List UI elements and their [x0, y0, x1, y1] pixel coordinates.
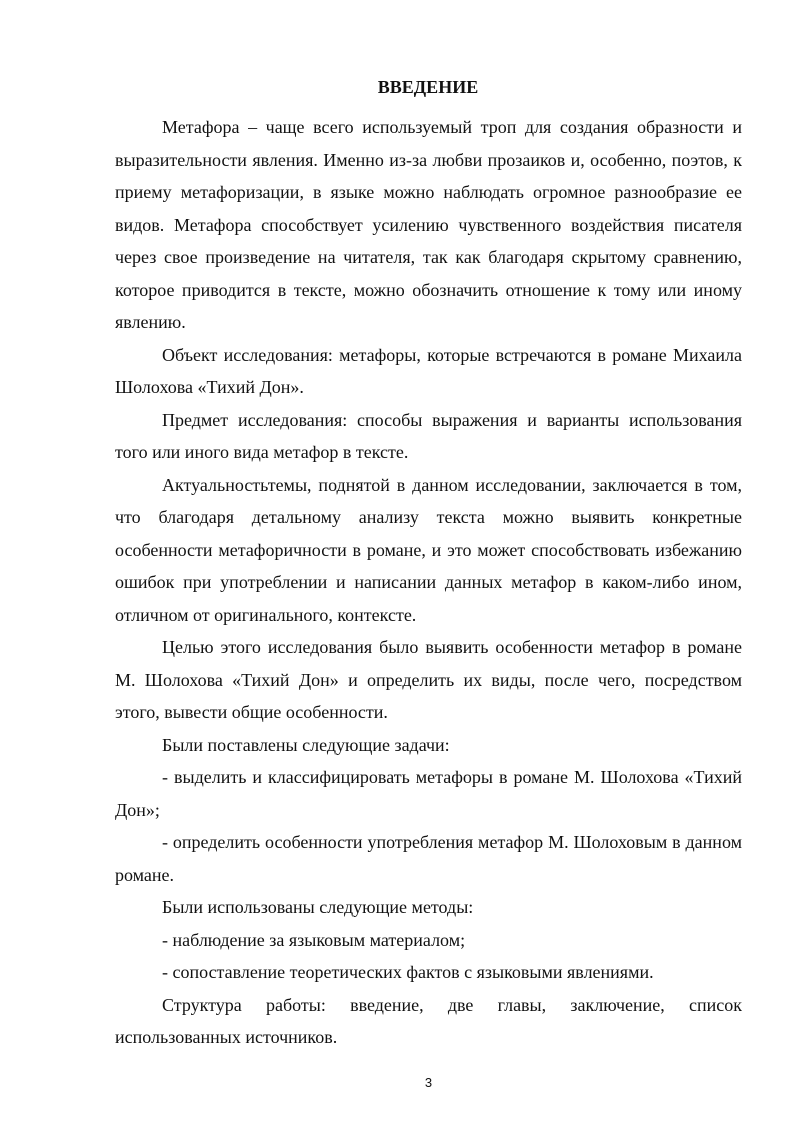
paragraph-goal: Целью этого исследования было выявить особенности метафор в романе М. Шолохова «Тихий Дон» и определить их виды, после чего, посредством этого, вывести общие особенности. [115, 637, 742, 722]
paragraph-methods-heading: Были использованы следующие методы: [162, 897, 474, 917]
task-item: - определить особенности употребления метафор М. Шолоховым в данном романе. [115, 832, 742, 885]
page-number: 3 [424, 1075, 433, 1090]
method-item: - наблюдение за языковым материалом; [162, 929, 466, 950]
task-item: - выделить и классифицировать метафоры в романе М. Шолохова «Тихий Дон»; [115, 767, 742, 820]
paragraph-object: Объект исследования: метафоры, которые встречаются в романе Михаила Шолохова «Тихий Дон». [115, 344, 742, 397]
paragraph-intro: Метафора – чаще всего используемый троп для создания образности и выразительности явления. Именно из-за любви прозаиков и, особенно, поэтов, к приему метафоризации, в языке можно наблюдать огромное разнообразие ее видов. Метафора способствует усилению чувственного воздействия писателя через свое произведение на читателя, так как благодаря скрытому сравнению, которое приводится в тексте, можно обозначить отношение к тому или иному явлению. [115, 117, 742, 332]
paragraph-relevance: Актуальностьтемы, поднятой в данном исследовании, заключается в том, что благодаря детальному анализу текста можно выявить конкретные особенности метафоричности в романе, и это может способствовать избежанию ошибок при употреблении и написании данных метафор в каком-либо ином, отличном от оригинального, контексте. [115, 474, 742, 625]
body-text [115, 111, 742, 1054]
paragraph-tasks-heading: Были поставлены следующие задачи: [162, 734, 450, 755]
paragraph-subject: Предмет исследования: способы выражения и варианты использования того или иного вида метафор в тексте. [115, 409, 742, 462]
paragraph-structure: Структура работы: введение, две главы, заключение, список использованных источников. [115, 994, 742, 1047]
section-heading: ВВЕДЕНИЕ [377, 77, 479, 97]
method-item: - сопоставление теоретических фактов с языковыми явлениями. [162, 962, 654, 982]
